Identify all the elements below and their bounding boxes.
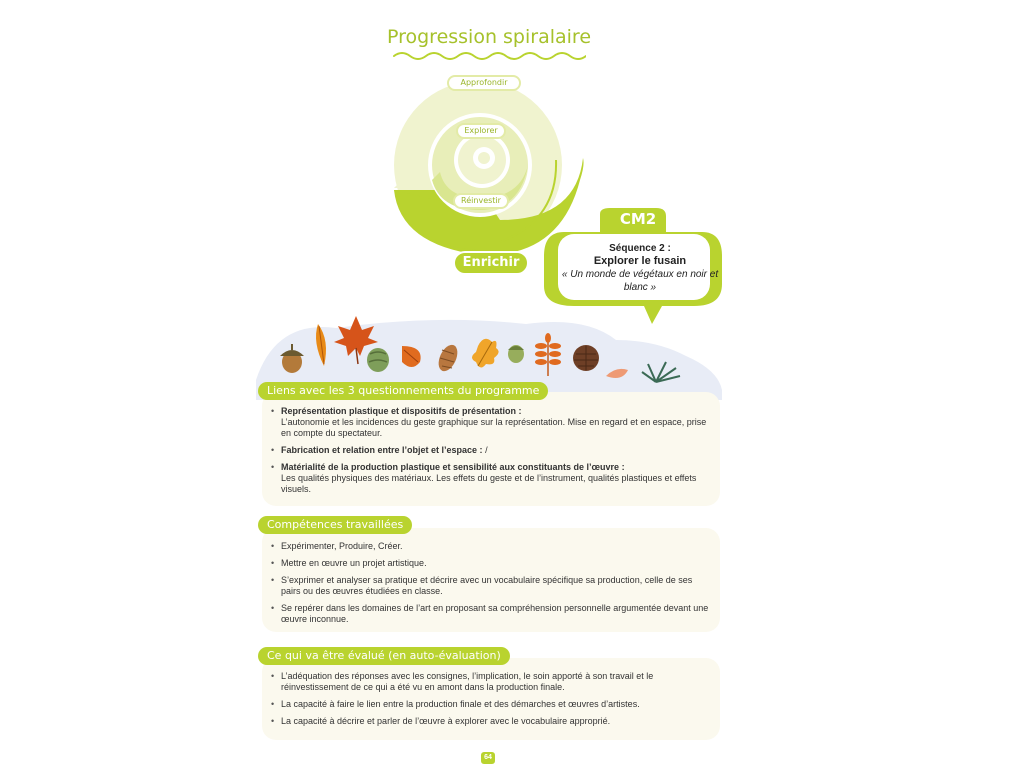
wavy-underline [392, 50, 586, 62]
list-item [271, 445, 711, 456]
list-item: • La capacité à faire le lien entre la production finale et des démarches et œuvres d’artistes. [271, 699, 711, 710]
spiral-label-explorer: Explorer [456, 123, 506, 139]
list-item: • La capacité à décrire et parler de l’œuvre à explorer avec le vocabulaire approprié. [271, 716, 711, 727]
sequence-number: Séquence 2 : [609, 243, 671, 254]
sequence-block [560, 242, 720, 294]
green-cone-icon [367, 348, 389, 372]
spiral-label-approfondir: Approfondir [447, 75, 521, 91]
list-item: • Se repérer dans les domaines de l’art en proposant sa compréhension personnelle argumentée devant une œuvre inconnue. [271, 603, 711, 625]
page-title: Progression spiralaire [386, 26, 592, 48]
list-item [271, 462, 711, 495]
liens-list [271, 406, 711, 501]
sequence-title: Explorer le fusain [593, 255, 687, 267]
list-item: • Mettre en œuvre un projet artistique. [271, 558, 711, 569]
liens-section-title: Liens avec les 3 questionnements du programme [258, 382, 548, 400]
level-badge: CM2 [619, 210, 657, 228]
competences-section-title: Compétences travaillées [258, 516, 412, 534]
page-number: 64 [481, 752, 495, 764]
liens-item-title: Fabrication et relation entre l’objet et l’espace : [281, 445, 483, 455]
list-item: • L’adéquation des réponses avec les consignes, l’implication, le soin apporté à son travail et le réinvestissement de ce qui a été vu en amont dans la production finale. [271, 671, 711, 693]
liens-item-title: Matérialité de la production plastique et sensibilité aux constituants de l’œuvre : [281, 462, 625, 472]
list-item: • Expérimenter, Produire, Créer. [271, 541, 711, 552]
liens-item-desc: / [485, 445, 488, 455]
brown-pine-cone-icon [573, 345, 599, 371]
spiral-label-enrichir: Enrichir [453, 251, 529, 275]
sequence-quote: « Un monde de végétaux en noir et blanc » [561, 269, 719, 293]
green-acorn-icon [508, 345, 524, 363]
liens-item-title: Représentation plastique et dispositifs de présentation : [281, 406, 522, 416]
liens-item-desc: Les qualités physiques des matériaux. Les effets du geste et de l’instrument, qualités plastiques et effets visuels. [281, 473, 697, 494]
spiral-label-reinvestir: Réinvestir [453, 193, 509, 209]
list-item [271, 406, 711, 439]
evaluation-section-title: Ce qui va être évalué (en auto-évaluation) [258, 647, 510, 665]
evaluation-list [271, 671, 711, 733]
competences-list [271, 541, 711, 631]
list-item: • S’exprimer et analyser sa pratique et décrire avec un vocabulaire spécifique sa production, celle de ses pairs ou des œuvres étudiées en classe. [271, 575, 711, 597]
liens-item-desc: L’autonomie et les incidences du geste graphique sur la représentation. Mise en regard et en espace, prise en compte du spectateur. [281, 417, 707, 438]
